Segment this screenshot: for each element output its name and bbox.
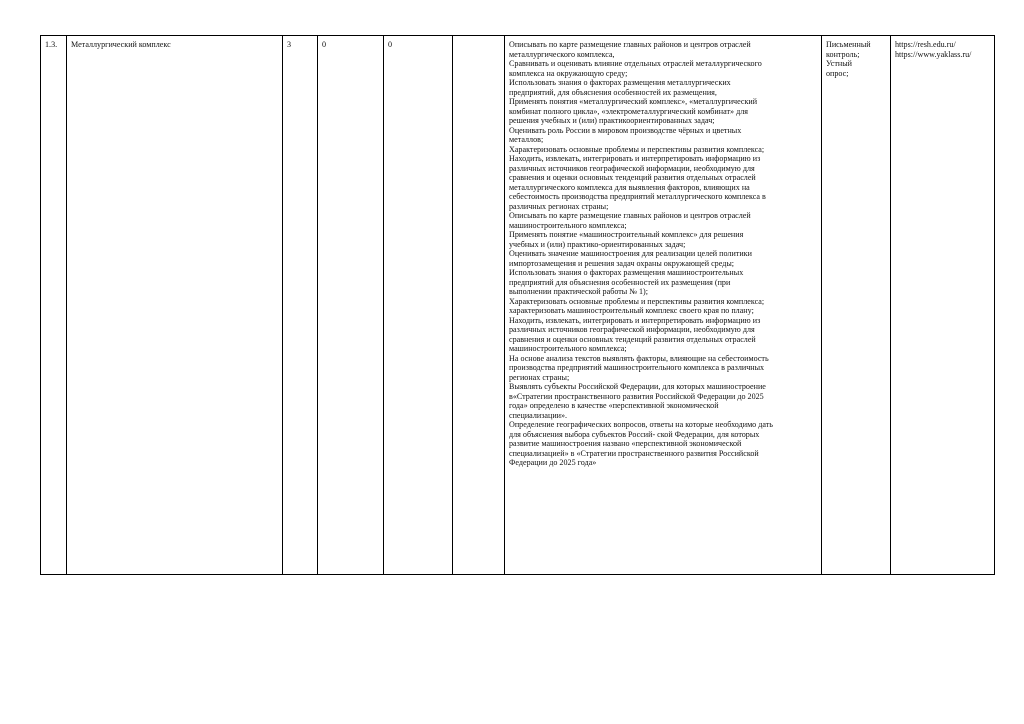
control-form-line: контроль;	[826, 49, 860, 59]
row-number: 1.3.	[41, 36, 67, 575]
activity-line: Характеризовать основные проблемы и перспективы развития комплекса;	[509, 144, 765, 154]
activity-line: Характеризовать основные проблемы и перспективы развития комплекса;	[509, 296, 765, 306]
hours-total: 3	[283, 36, 318, 575]
activity-line: характеризовать машиностроительный комплекс своего края по плану;	[509, 306, 754, 315]
control-forms-cell	[822, 36, 891, 575]
activity-line: Находить, извлекать, интегрировать и интерпретировать информацию из	[509, 315, 761, 325]
activity-line: специализации».	[509, 410, 568, 420]
activity-line: Федерации до 2025 года»	[509, 458, 597, 467]
hours-practice: 0	[384, 36, 453, 575]
activity-line: выполнении практической работы № 1);	[509, 287, 648, 296]
activity-line: Находить, извлекать, интегрировать и интерпретировать информацию из	[509, 154, 761, 163]
activity-line: различных источников географической информации, необходимую для	[509, 325, 755, 334]
control-form-line: опрос;	[826, 68, 849, 78]
activity-line: года» определено в качестве «перспективной экономической	[509, 401, 719, 410]
resources-list	[895, 40, 990, 59]
activity-line: металлургического комплекса для выявления факторов, влияющих на	[509, 182, 750, 192]
activity-line: предприятий для объяснения особенностей их размещения (при	[509, 277, 731, 287]
activities-cell	[505, 36, 822, 575]
activity-line: Использовать знания о факторах размещения машиностроительных	[509, 268, 744, 277]
activity-line: На основе анализа текстов выявлять факторы, влияющие на себестоимость	[509, 353, 769, 363]
resource-link[interactable]: https://www.yaklass.ru/	[895, 49, 972, 59]
activity-line: сравнения и оценки основных тенденций развития отдельных отраслей	[509, 334, 756, 344]
activity-line: развитие машиностроения названо «перспективной экономической	[509, 439, 742, 448]
control-form-line: Устный	[826, 59, 852, 68]
activity-line: Применять понятия «металлургический комплекс», «металлургический	[509, 97, 758, 106]
activity-line: для объяснения выбора субъектов Россий- ской Федерации, для которых	[509, 429, 760, 439]
activity-line: машиностроительного комплекса;	[509, 220, 627, 230]
activity-line: Выявлять субъекты Российской Федерации, для которых машиностроение	[509, 382, 766, 391]
activity-line: Использовать знания о факторах размещения металлургических	[509, 78, 731, 87]
activity-line: Описывать по карте размещение главных районов и центров отраслей	[509, 40, 751, 49]
table-row	[41, 36, 995, 575]
control-form-line: Письменный	[826, 40, 871, 49]
activity-line: регионах страны;	[509, 372, 570, 382]
activity-line: комбинат полного цикла», «электрометаллургический комбинат» для	[509, 106, 748, 116]
activity-line: сравнения и оценки основных тенденций развития отдельных отраслей	[509, 173, 756, 182]
activity-line: различных источников географической информации, необходимую для	[509, 163, 755, 173]
activity-line: Описывать по карте размещение главных районов и центров отраслей	[509, 211, 751, 220]
curriculum-table	[40, 35, 995, 575]
activity-line: решения учебных и (или) практикоориентированных задач;	[509, 116, 715, 125]
activity-line: импортозамещения и решения задач охраны окружающей среды;	[509, 258, 735, 268]
activity-line: Оценивать значение машиностроения для реализации целей политики	[509, 249, 752, 258]
resources-cell	[891, 36, 995, 575]
activity-line: предприятий, для объяснения особенностей их размещения,	[509, 87, 717, 97]
activity-line: машиностроительного комплекса;	[509, 344, 627, 353]
study-date	[453, 36, 505, 575]
activity-line: учебных и (или) практико-ориентированных задач;	[509, 239, 686, 249]
activity-line: Оценивать роль России в мировом производстве чёрных и цветных	[509, 125, 742, 135]
activity-line: Применять понятие «машиностроительный комплекс» для решения	[509, 230, 744, 239]
activity-line: в«Стратегии пространственного развития Российской Федерации до 2025	[509, 391, 764, 401]
resource-link[interactable]: https://resh.edu.ru/	[895, 40, 956, 49]
control-forms-text	[826, 40, 886, 78]
hours-control: 0	[318, 36, 384, 575]
activity-line: Определение географических вопросов, ответы на которые необходимо дать	[509, 420, 773, 429]
activity-line: металлургического комплекса,	[509, 49, 615, 59]
activity-line: комплекса на окружающую среду;	[509, 68, 628, 78]
activity-line: различных регионах страны;	[509, 201, 609, 211]
activity-line: Сравнивать и оценивать влияние отдельных отраслей металлургического	[509, 59, 762, 68]
activities-text	[509, 40, 817, 573]
activity-line: себестоимость производства предприятий металлургического комплекса в	[509, 192, 766, 201]
activity-line: специализацией» в «Стратегии пространственного развития Российской	[509, 448, 759, 458]
topic-name: Металлургический комплекс	[67, 36, 283, 575]
activity-line: производства предприятий машиностроительного комплекса в различных	[509, 363, 765, 372]
activity-line: металлов;	[509, 135, 544, 144]
